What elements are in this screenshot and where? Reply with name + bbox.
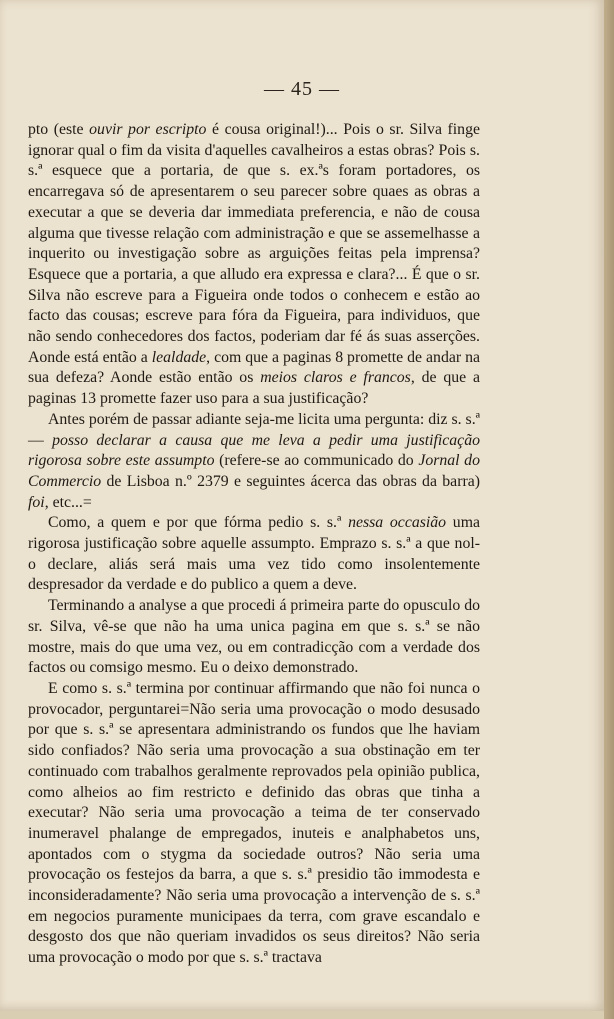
page-edge [604, 0, 614, 1019]
text-run: é cousa original!)... Pois o sr. Silva finge ignorar qual o fim da visita d'aquelles cavalheiros a estas obras? Pois s. s.ª esquece que a portaria, de que s. ex.ªs foram portadores, os encarregava só de apresentarem o seu parecer sobre quaes as obras a executar a que se deveria dar immediata preferencia, e não de cousa alguma que tivesse relação com administração e que se assemelhasse a inquerito ou investigação sobre as arguições feitas pela imprensa? Esquece que a portaria, a que alludo era expressa e clara?... É que o sr. Silva não escreve para a Figueira onde todos o conhecem e estão ao facto das cousas; escreve para fóra da Figueira, para individuos, que não sendo conhecedores dos factos, poderiam dar fé ás suas asserções. Aonde está então a [28, 121, 480, 366]
italic-phrase: foi [28, 493, 45, 511]
paragraph [28, 120, 480, 410]
text-run: , de que a paginas 13 promette fazer uso para a sua justificação? [28, 369, 480, 408]
text-run: Como, a quem e por que fórma pedio s. s.ª [48, 514, 349, 532]
italic-phrase: ouvir por escripto [89, 121, 207, 138]
text-run: Terminando a analyse a que procedi á primeira parte do opusculo do sr. Silva, vê-se que não ha uma unica pagina em que s. s.ª se não mostre, mais do que uma vez, ou em contradicção com a verdade dos factos ou comsigo mesmo. Eu o deixo demonstrado. [28, 597, 480, 677]
italic-phrase: meios claros e francos [260, 369, 411, 387]
text-run: , com que a paginas 8 promette de andar na sua defeza? Aonde estão então os [28, 348, 480, 387]
text-run: de Lisboa n.º 2379 e seguintes ácerca das obras da barra) [101, 472, 480, 490]
paragraph [28, 513, 480, 596]
italic-phrase: Jornal do Commercio [28, 452, 480, 490]
text-run: (refere-se ao communicado do [214, 452, 419, 470]
italic-phrase: lealdade [151, 348, 207, 366]
italic-phrase: posso declarar a causa que me leva a pedir uma justificação rigorosa sobre este assumpto [28, 431, 480, 470]
paragraph [28, 679, 480, 969]
paragraph [28, 410, 480, 514]
body-text [28, 120, 480, 969]
text-run: uma rigorosa justificação sobre aquelle assumpto. Emprazo s. s.ª a que nol-o declare, aliás será mais uma vez tido como insolentemente despresador da verdade e do publico a quem a deve. [28, 514, 480, 594]
text-run: Antes porém de passar adiante seja-me licita uma pergunta: diz s. s.ª — [28, 410, 480, 449]
page-number: — 45 — [264, 78, 340, 100]
text-run: , etc...= [44, 493, 92, 511]
text-run: E como s. s.ª termina por continuar affirmando que não foi nunca o provocador, perguntarei=Não seria uma provocação o modo desusado por que s. s.ª se apresentara administrando os fundos que lhe haviam sido confiados? Não seria uma provocação a sua obstinação em ter continuado com trabalhos geralmente reprovados pela opinião publica, como alheios ao fim restricto e definido das obras que tinha a executar? Não seria uma provocação a teima de ter conservado inumeravel phalange de empregados, inuteis e analphabetos uns, apontados com o stygma da sociedade outros? Não seria uma provocação os festejos da barra, a que s. s.ª presidio tão immodesta e inconsideradamente? Não seria uma provocação a intervenção de s. s.ª em negocios puramente municipaes da terra, com grave escandalo e desgosto dos que não queriam invadidos os seus direitos? Não seria uma provocação o modo por que s. s.ª tractava [28, 679, 480, 967]
text-run: pto (este [28, 121, 90, 138]
paragraph [28, 596, 480, 679]
italic-phrase: nessa occasião [348, 514, 447, 532]
